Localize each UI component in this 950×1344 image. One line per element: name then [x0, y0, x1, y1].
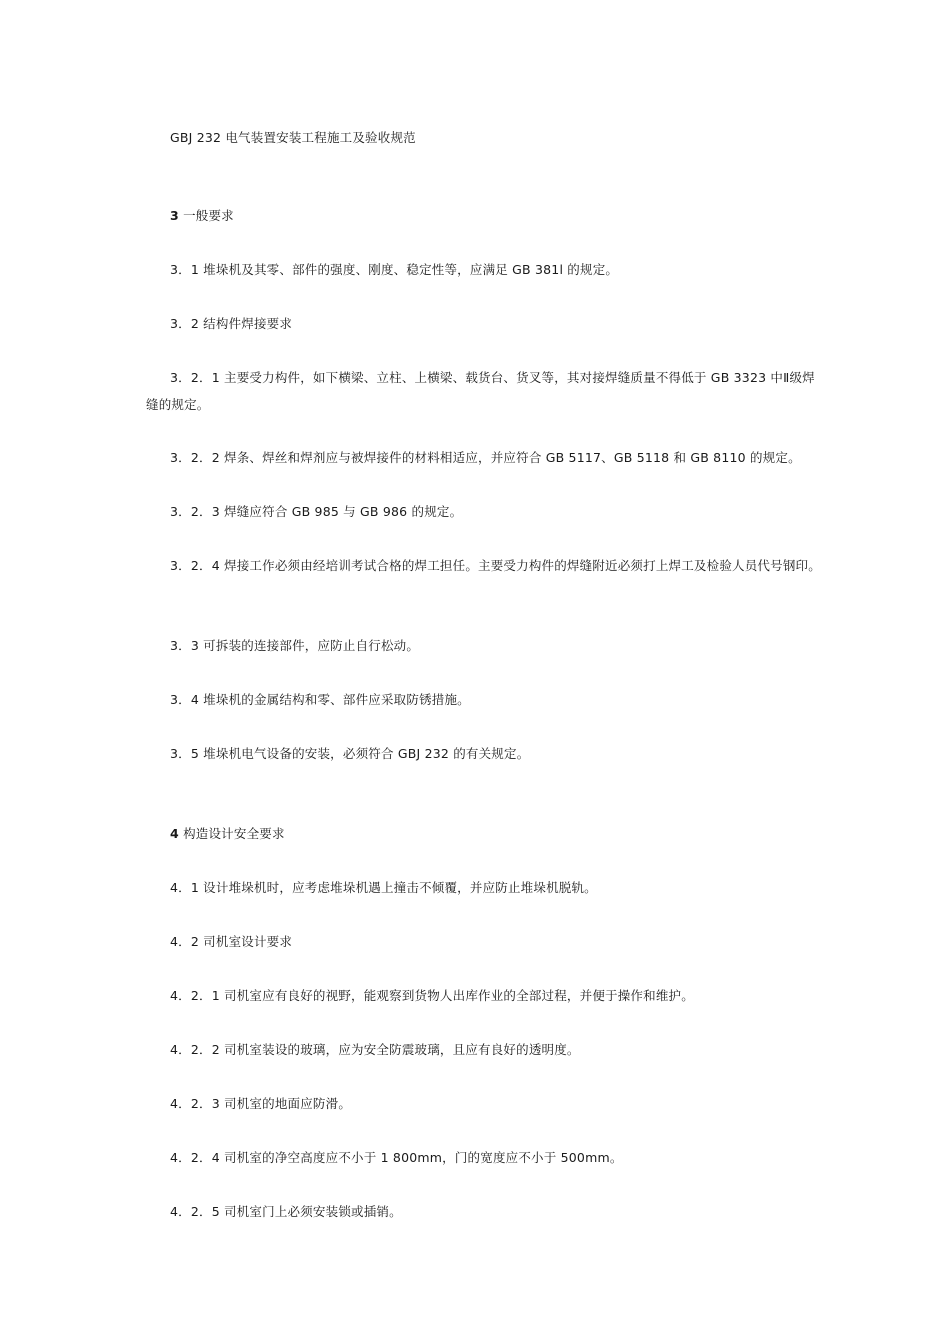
section-3-heading: [146, 202, 826, 229]
clause-3-1: 3．1 堆垛机及其零、部件的强度、刚度、稳定性等，应满足 GB 381l 的规定。: [170, 262, 619, 277]
clause-3-3: 3．3 可拆装的连接部件，应防止自行松动。: [170, 638, 420, 653]
clause-3-5: 3．5 堆垛机电气设备的安装，必须符合 GBJ 232 的有关规定。: [170, 746, 530, 761]
section-3-number: 3: [170, 208, 179, 223]
clause-3-2: 3．2 结构件焊接要求: [170, 316, 293, 331]
clause-3-2-3: 3．2．3 焊缝应符合 GB 985 与 GB 986 的规定。: [170, 504, 463, 519]
clause-4-2: 4．2 司机室设计要求: [170, 934, 293, 949]
clause-4-2-4: 4．2．4 司机室的净空高度应不小于 1 800mm，门的宽度应不小于 500mm。: [170, 1150, 623, 1165]
clause-4-2-1: 4．2．1 司机室应有良好的视野，能观察到货物人出库作业的全部过程，并便于操作和维护。: [170, 988, 694, 1003]
clause-4-2-3: 4．2．3 司机室的地面应防滑。: [170, 1096, 352, 1111]
section-4-title: 构造设计安全要求: [178, 826, 285, 841]
reference-line: GBJ 232 电气装置安装工程施工及验收规范: [170, 130, 416, 145]
clause-3-2-2: 3．2．2 焊条、焊丝和焊剂应与被焊接件的材料相适应，并应符合 GB 5117、GB 5118 和 GB 8110 的规定。: [170, 450, 801, 465]
section-3-title: 一般要求: [178, 208, 234, 223]
clause-3-4: 3．4 堆垛机的金属结构和零、部件应采取防锈措施。: [170, 692, 470, 707]
clause-3-2-4: 3．2．4 焊接工作必须由经培训考试合格的焊工担任。主要受力构件的焊缝附近必须打上焊工及检验人员代号钢印。: [170, 558, 821, 573]
clause-4-1: 4．1 设计堆垛机时，应考虑堆垛机遇上撞击不倾覆，并应防止堆垛机脱轨。: [170, 880, 597, 895]
section-4-heading: [146, 820, 826, 847]
section-4-number: 4: [170, 826, 179, 841]
clause-4-2-2: 4．2．2 司机室装设的玻璃，应为安全防震玻璃，且应有良好的透明度。: [170, 1042, 580, 1057]
clause-4-2-5: 4．2．5 司机室门上必须安装锁或插销。: [170, 1204, 402, 1219]
clause-3-2-1: 3．2．1 主要受力构件，如下横梁、立柱、上横梁、载货台、货叉等，其对接焊缝质量不得低于 GB 3323 中Ⅱ级焊缝的规定。: [146, 370, 815, 412]
